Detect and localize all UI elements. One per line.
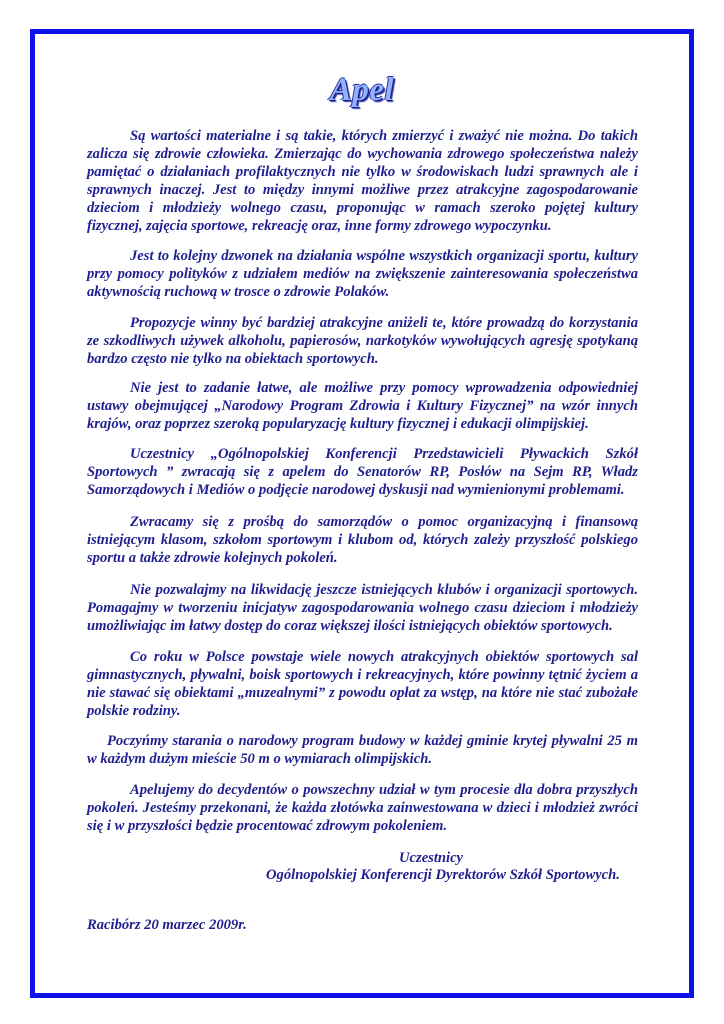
paragraph-2: Jest to kolejny dzwonek na działania wspólne wszystkich organizacji sportu, kultury przy pomocy polityków z udziałem mediów na zwiększenie zainteresowania społeczeństwa aktywnością ruchową w trosce o zdrowie Polaków. <box>87 248 638 301</box>
paragraph-6: Zwracamy się z prośbą do samorządów o pomoc organizacyjną i finansową istniejącym klasom, szkołom sportowym i klubom od, których zależy przyszłość polskiego sportu a także zdrowie kolejnych pokoleń. <box>87 514 638 567</box>
paragraph-9: Poczyńmy starania o narodowy program budowy w każdej gminie krytej pływalni 25 m w każdym dużym mieście 50 m o wymiarach olimpijskich. <box>87 733 638 768</box>
paragraph-7: Nie pozwalajmy na likwidację jeszcze istniejących klubów i organizacji sportowych. Pomagajmy w tworzeniu inicjatyw zagospodarowania wolnego czasu dzieciom i młodzieży umożliwiając im łatwy dostęp do coraz większej ilości istniejących obiektów sportowych. <box>87 582 638 635</box>
paragraph-1: Są wartości materialne i są takie, których zmierzyć i zważyć nie można. Do takich zalicza się zdrowie człowieka. Zmierzając do wychowania zdrowego społeczeństwa należy pamiętać o działaniach profilaktycznych nie tylko w środowiskach ludzi sprawnych ale i sprawnych inaczej. Jest to między innymi możliwe przez atrakcyjne zagospodarowanie dzieciom i młodzieży wolnego czasu, proponując w ramach szeroko pojętej kultury fizycznej, zajęcia sportowe, rekreację oraz, inne formy zdrowego wypoczynku. <box>87 128 638 235</box>
document-title: Apel <box>329 72 395 108</box>
signature-line-1: Uczestnicy <box>399 850 464 866</box>
paragraph-10: Apelujemy do decydentów o powszechny udział w tym procesie dla dobra przyszłych pokoleń. Jesteśmy przekonani, że każda złotówka zainwestowana w dzieci i młodzież zwróci się i w przyszłości będzie procentować zdrowym pokoleniem. <box>87 782 638 835</box>
place-date: Racibórz 20 marzec 2009r. <box>87 917 247 933</box>
paragraph-8: Co roku w Polsce powstaje wiele nowych atrakcyjnych obiektów sportowych sal gimnastycznych, pływalni, boisk sportowych i rekreacyjnych, które powinny tętnić życiem a nie stawać się obiektami „muzealnymi” z powodu opłat za wstęp, na które nie stać zubożałe polskie rodziny. <box>87 649 638 720</box>
paragraph-4: Nie jest to zadanie łatwe, ale możliwe przy pomocy wprowadzenia odpowiedniej ustawy obejmującej „Narodowy Program Zdrowia i Kultury Fizycznej” na wzór innych krajów, oraz poprzez szeroką popularyzację kultury fizycznej i edukacji olimpijskiej. <box>87 380 638 433</box>
paragraph-3: Propozycje winny być bardziej atrakcyjne aniżeli te, które prowadzą do korzystania ze szkodliwych używek alkoholu, papierosów, narkotyków wywołujących agresję spotykaną bardzo często nie tylko na obiektach sportowych. <box>87 315 638 368</box>
signature-line-2: Ogólnopolskiej Konferencji Dyrektorów Szkół Sportowych. <box>266 867 620 883</box>
paragraph-5: Uczestnicy „Ogólnopolskiej Konferencji Przedstawicieli Pływackich Szkół Sportowych ” zwracają się z apelem do Senatorów RP, Posłów na Sejm RP, Władz Samorządowych i Mediów o podjęcie narodowej dyskusji nad wymienionymi problemami. <box>87 446 638 499</box>
